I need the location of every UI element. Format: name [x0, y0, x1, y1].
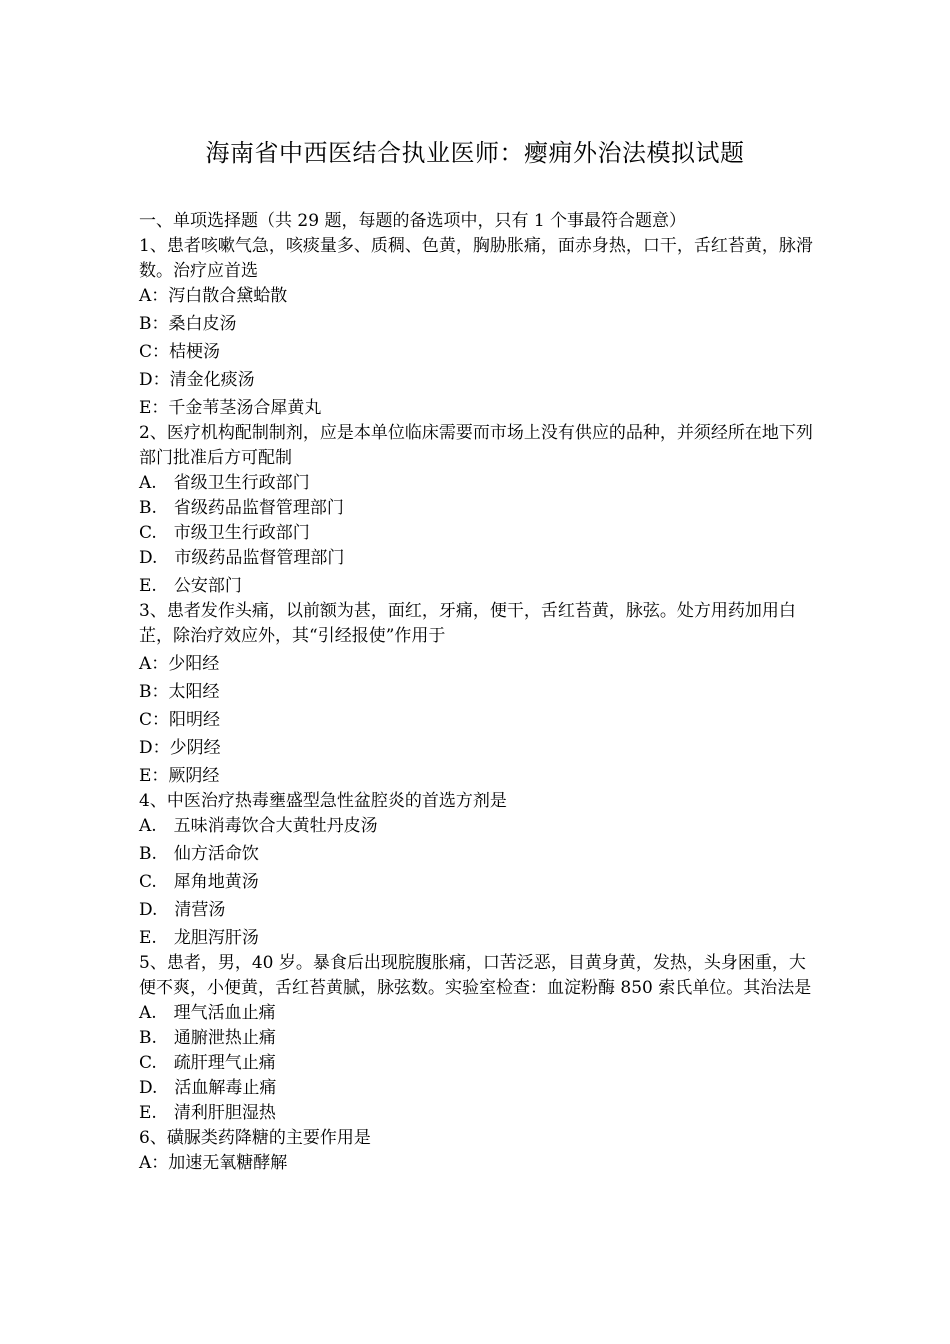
- option-a: A：加速无氧糖酵解: [139, 1153, 288, 1173]
- option-e: E. 清利肝胆湿热: [139, 1103, 276, 1123]
- question-6: [139, 1126, 815, 1176]
- option-d: D：少阴经: [139, 738, 221, 758]
- option-a: A. 五味消毒饮合大黄牡丹皮汤: [139, 816, 378, 836]
- document-body: [139, 209, 815, 1176]
- section-header: 一、单项选择题（共 29 题，每题的备选项中，只有 1 个事最符合题意）: [139, 211, 687, 231]
- question-3: [139, 599, 815, 789]
- option-e: E：厥阴经: [139, 766, 220, 786]
- question-text: 5、患者，男，40 岁。暴食后出现脘腹胀痛，口苦泛恶，目黄身黄，发热，头身困重，大便不爽，小便黄，舌红苔黄腻，脉弦数。实验室检查：血淀粉酶 850 索氏单位。其治法是: [139, 953, 812, 998]
- option-b: B. 仙方活命饮: [139, 844, 259, 864]
- option-e: E. 龙胆泻肝汤: [139, 928, 259, 948]
- question-1: [139, 234, 815, 421]
- option-a: A. 理气活血止痛: [139, 1003, 276, 1023]
- option-e: E：千金苇茎汤合犀黄丸: [139, 398, 322, 418]
- option-a: A：泻白散合黛蛤散: [139, 286, 288, 306]
- option-b: B：桑白皮汤: [139, 314, 237, 334]
- option-c: C. 市级卫生行政部门: [139, 523, 310, 543]
- option-d: D. 市级药品监督管理部门: [139, 548, 345, 568]
- question-5: [139, 951, 815, 1126]
- option-b: B. 省级药品监督管理部门: [139, 498, 344, 518]
- page-title: 海南省中西医结合执业医师：瘿痈外治法模拟试题: [205, 139, 745, 167]
- question-text: 3、患者发作头痛，以前额为甚，面红，牙痛，便干，舌红苔黄，脉弦。处方用药加用白芷，除治疗效应外，其“引经报使”作用于: [139, 601, 796, 646]
- question-text: 6、磺脲类药降糖的主要作用是: [139, 1128, 371, 1148]
- option-c: C：阳明经: [139, 710, 221, 730]
- option-a: A：少阳经: [139, 654, 220, 674]
- question-text: 4、中医治疗热毒壅盛型急性盆腔炎的首选方剂是: [139, 791, 507, 811]
- option-d: D. 活血解毒止痛: [139, 1078, 277, 1098]
- question-2: [139, 421, 815, 599]
- option-b: B. 通腑泄热止痛: [139, 1028, 276, 1048]
- option-a: A. 省级卫生行政部门: [139, 473, 310, 493]
- option-b: B：太阳经: [139, 682, 220, 702]
- question-text: 1、患者咳嗽气急，咳痰量多、质稠、色黄，胸胁胀痛，面赤身热，口干，舌红苔黄，脉滑数。治疗应首选: [139, 236, 813, 281]
- question-text: 2、医疗机构配制制剂，应是本单位临床需要而市场上没有供应的品种，并须经所在地下列部门批准后方可配制: [139, 423, 813, 468]
- question-4: [139, 789, 815, 951]
- option-c: C：桔梗汤: [139, 342, 221, 362]
- option-e: E. 公安部门: [139, 576, 242, 596]
- option-c: C. 犀角地黄汤: [139, 872, 259, 892]
- option-d: D：清金化痰汤: [139, 370, 255, 390]
- option-d: D. 清营汤: [139, 900, 226, 920]
- option-c: C. 疏肝理气止痛: [139, 1053, 276, 1073]
